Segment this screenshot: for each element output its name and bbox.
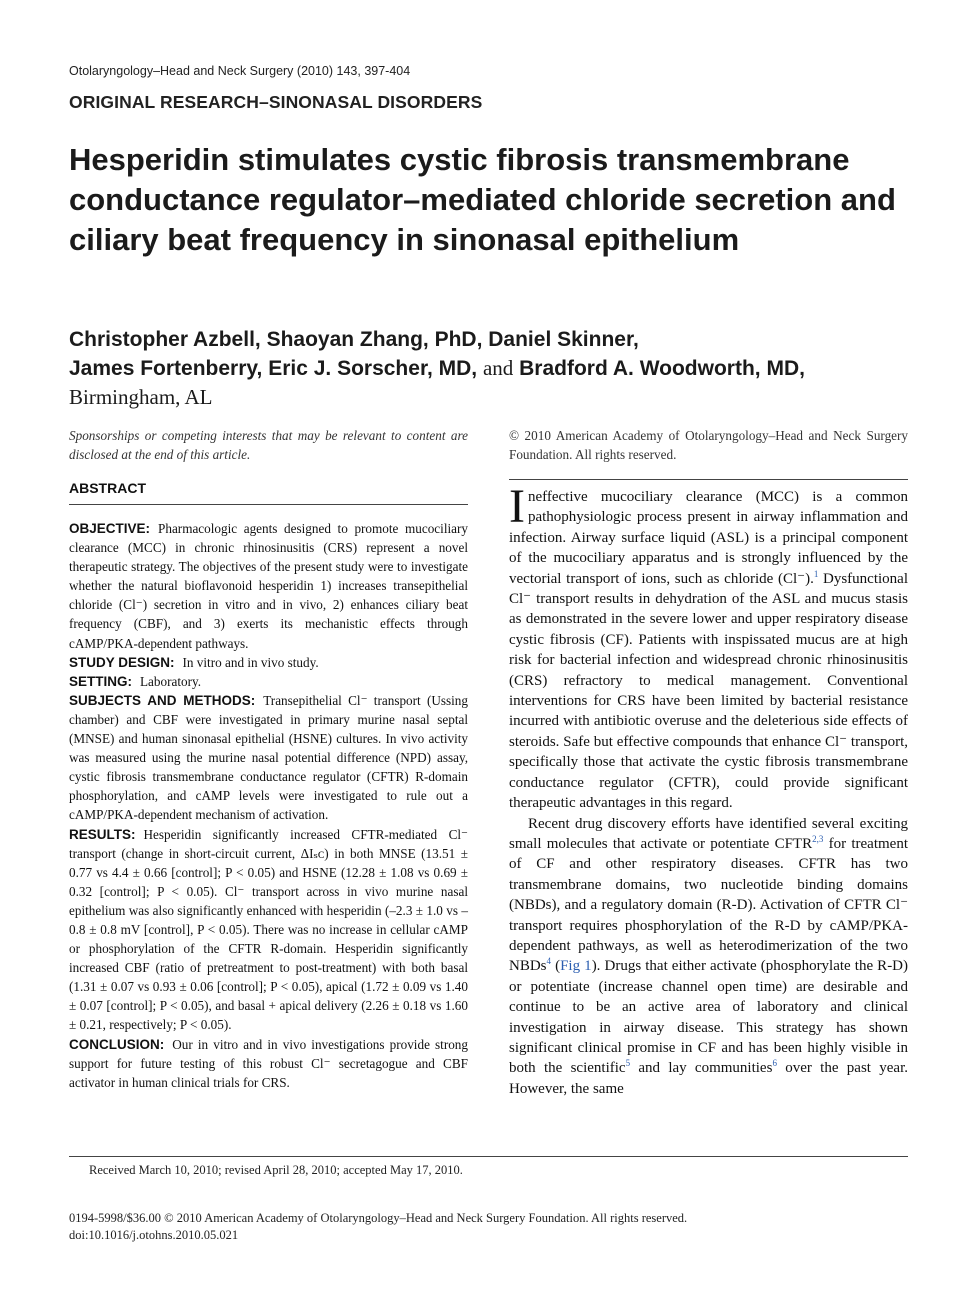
divider (509, 479, 908, 480)
copyright-notice: © 2010 American Academy of Otolaryngology–Head and Neck Surgery Foundation. All rights reserved. (509, 428, 908, 462)
abstract-objective (69, 519, 468, 653)
author-location: Birmingham, AL (69, 385, 213, 409)
intro-paragraph-2 (509, 814, 908, 1100)
abstract-label: RESULTS: (69, 826, 136, 842)
intro-p2-e: and lay communities (630, 1060, 773, 1077)
abstract-study-design (69, 653, 468, 672)
abstract-setting (69, 672, 468, 691)
abstract-label: SUBJECTS AND METHODS: (69, 692, 256, 708)
abstract-label: SETTING: (69, 673, 132, 689)
abstract-column (69, 426, 468, 1092)
journal-citation: Otolaryngology–Head and Neck Surgery (2010) 143, 397-404 (69, 64, 411, 78)
intro-p2-b: for treatment of CF and other respiratory diseases. CFTR has two transmembrane domains, two nucleotide binding domains (NBDs), and a regulatory domain (R-D). Activation of CFTR Cl⁻ transport requires phosphorylation of the R-D by cAMP/PKA-dependent pathways, as well as heterodimerization of the two NBDs (509, 835, 908, 975)
article-title: Hesperidin stimulates cystic fibrosis transmembrane conductance regulator–mediated chloride secretion and ciliary beat frequency in sinonasal epithelium (69, 142, 896, 257)
authors-line-2-last: Bradford A. Woodworth, MD, (519, 357, 805, 380)
abstract-label: CONCLUSION: (69, 1036, 165, 1052)
abstract-body (69, 519, 468, 1092)
footer-divider (69, 1156, 908, 1157)
intro-p1-text: neffective mucociliary clearance (MCC) is a common pathophysiologic process present in airway inflammation and infection. Airway surface liquid (ASL) is a principal component of the mucociliary apparatus and is strongly influenced by the vectorial transport of ions, such as chloride (Cl⁻). (509, 489, 908, 587)
authors-line-2-names: James Fortenberry, Eric J. Sorscher, MD, (69, 357, 478, 380)
abstract-label: STUDY DESIGN: (69, 654, 175, 670)
issn-line: 0194-5998/$36.00 © 2010 American Academy of Otolaryngology–Head and Neck Surgery Foundation. All rights reserved. (69, 1211, 688, 1225)
introduction-text (509, 480, 909, 1099)
section-label: ORIGINAL RESEARCH–SINONASAL DISORDERS (69, 92, 483, 112)
abstract-methods (69, 691, 468, 825)
abstract-conclusion (69, 1035, 468, 1092)
abstract-label: OBJECTIVE: (69, 521, 151, 536)
abstract-text: Laboratory. (140, 673, 202, 689)
body-column (509, 426, 908, 1099)
intro-p2-a: Recent drug discovery efforts have identified several exciting small molecules that activate or potentiate CFTR (509, 815, 908, 852)
abstract-text: Pharmacologic agents designed to promote mucociliary clearance (MCC) in chronic rhinosinusitis (CRS) represent a novel therapeutic strategy. The objectives of the present study were to investigate whether the natural bioflavonoid hesperidin 1) increases transepithelial chloride (Cl⁻) secretion in vitro and in vivo, 2) enhances ciliary beat frequency (CBF), and 3) exerts its mechanistic effects through cAMP/PKA-dependent pathways. (69, 521, 468, 651)
authors-line-1: Christopher Azbell, Shaoyan Zhang, PhD, Daniel Skinner, (69, 328, 639, 351)
intro-p1-tail: Dysfunctional Cl⁻ transport results in dehydration of the ASL and mucus stasis as demonstrated in the severe lower and upper respiratory disease cystic fibrosis (CF). Patients with inspissated mucus are at high risk for bacterial infection and widespread chronic rhinosinusitis (CRS) refractory to medical management. Conventional interventions for CRS have been limited by bacterial resistance incurred with antibiotic overuse and the deleterious side effects of steroids. Safe but effective compounds that enhance Cl⁻ transport, specifically those that activate the cystic fibrosis transmembrane conductance regulator (CFTR), could provide significant therapeutic advantages in this regard. (509, 570, 908, 812)
abstract-heading: ABSTRACT (69, 480, 468, 505)
intro-p2-d: ). Drugs that either activate (phosphorylate the R-D) or potentiate (increase channel open time) are desirable and continue to be an active area of laboratory and clinical investigation in airway disease. This strategy has shown significant clinical promise in CF and has been highly visible in both the scientific (509, 958, 909, 1077)
intro-p2-f: over the past year. However, the same (509, 1060, 908, 1097)
abstract-results (69, 825, 468, 1035)
abstract-text: Transepithelial Cl⁻ transport (Ussing chamber) and CBF were investigated in primary murine nasal septal (MNSE) and human sinonasal epithelial (HSNE) cultures. In vivo activity was measured using the murine nasal potential difference (NPD) assay, cystic fibrosis transmembrane conductance regulator (CFTR) R-domain phosphorylation, and cAMP levels were investigated to rule out a cAMP/PKA-dependent mechanism of activation. (69, 692, 468, 823)
doi-link[interactable]: doi:10.1016/j.otohns.2010.05.021 (69, 1228, 239, 1242)
citation-1[interactable]: 1 (813, 568, 819, 579)
abstract-text: In vitro and in vivo study. (182, 654, 319, 670)
citation-2-3[interactable]: 2,3 (812, 833, 824, 844)
citation-4[interactable]: 4 (546, 956, 552, 967)
authors-and: and (482, 356, 514, 380)
author-list (69, 326, 929, 411)
abstract-text: Our in vitro and in vivo investigations provide strong support for future testing of this robust Cl⁻ secretagogue and CBF activator in human clinical trials for CRS. (69, 1036, 468, 1090)
intro-paragraph-1 (509, 480, 908, 814)
disclosure-note: Sponsorships or competing interests that may be relevant to content are disclosed at the end of this article. (69, 428, 468, 462)
intro-p2-c: ( (551, 958, 561, 975)
received-dates: Received March 10, 2010; revised April 28, 2010; accepted May 17, 2010. (89, 1163, 463, 1177)
citation-6[interactable]: 6 (772, 1058, 777, 1069)
authors-line-2 (69, 354, 929, 383)
figure-1-link[interactable]: Fig 1 (560, 958, 592, 975)
abstract-text: Hesperidin significantly increased CFTR-mediated Cl⁻ transport (change in short-circuit current, ΔIₛᴄ) in both MNSE (13.51 ± 0.77 vs 4.4 ± 0.66 [control]; P < 0.05) and HSNE (12.28 ± 1.08 vs 0.69 ± 0.32 [control]; P < 0.05). Cl⁻ transport across in vivo murine nasal epithelium was also significantly enhanced with hesperidin (–2.3 ± 1.0 vs –0.8 ± 0.8 mV [control], P < 0.05). There was no increase in cellular cAMP or phosphorylation of the CFTR R-domain. Hesperidin significantly increased CBF (ratio of pretreatment to post-treatment) with both basal (1.31 ± 0.07 vs 0.93 ± 0.06 [control]; P < 0.05), apical (1.72 ± 0.09 vs 1.40 ± 0.07 [control]; P < 0.05), and basal + apical delivery (2.26 ± 0.18 vs 1.60 ± 0.21, respectively; P < 0.05). (69, 826, 468, 1033)
citation-5[interactable]: 5 (625, 1058, 631, 1069)
drop-cap: I (509, 480, 525, 533)
